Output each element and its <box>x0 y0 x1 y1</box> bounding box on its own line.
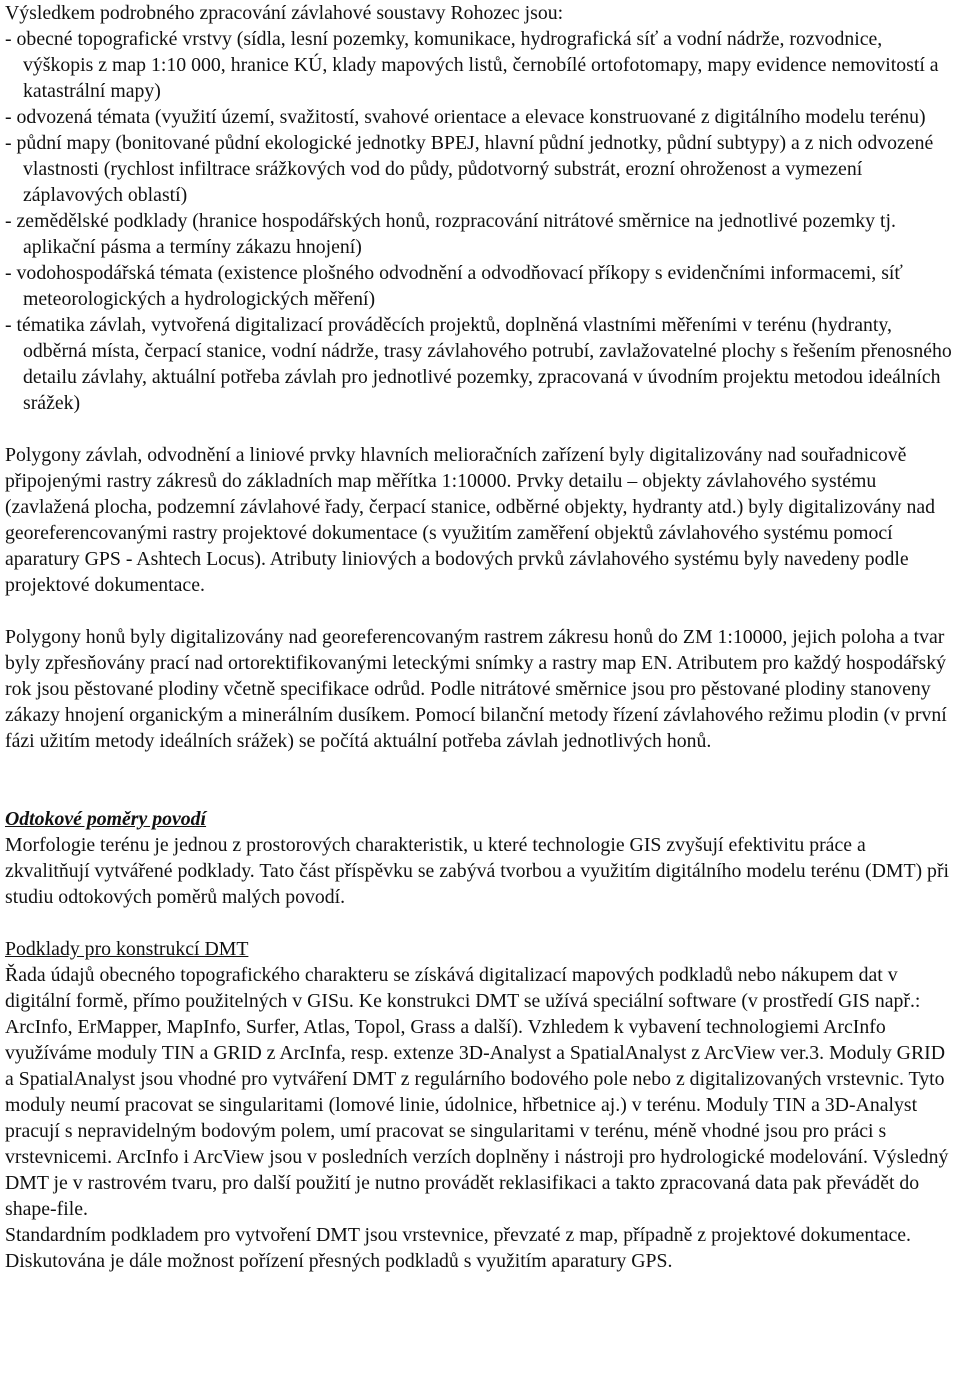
paragraph-dmt-contours: Standardním podkladem pro vytvoření DMT jsou vrstevnice, převzaté z map, případně z projektové dokumentace. Diskutována je dále možnost pořízení přesných podkladů s využitím aparatury GPS. <box>5 1224 912 1272</box>
paragraph-polygons-irrigation: Polygony závlah, odvodnění a liniové prvky hlavních melioračních zařízení byly digitalizovány nad souřadnicově připojenými rastry zákresů do základních map měřítka 1:10000. Prvky detailu – objekty závlahového systému (zavlažená plocha, podzemní závlahové řady, čerpací stanice, odběrné objekty, hydranty atd.) byly digitalizovány nad georeferencovanými rastry projektové dokumentace (s využitím zaměření objektů závlahového systému pomocí aparatury GPS - Ashtech Locus). Atributy liniových a bodových prvků závlahového systému byly navedeny podle projektové dokumentace. <box>5 444 936 596</box>
list-item: - obecné topografické vrstvy (sídla, lesní pozemky, komunikace, hydrografická síť a vodní nádrže, rozvodnice, výškopis z map 1:10 000, hranice KÚ, klady mapových listů, černobílé ortofotomapy, mapy evidence nemovitostí a katastrální mapy) <box>5 28 939 102</box>
section-heading-dmt-sources: Podklady pro konstrukcí DMT <box>5 938 249 960</box>
list-item: - zemědělské podklady (hranice hospodářských honů, rozpracování nitrátové směrnice na jednotlivé pozemky tj. aplikační pásma a termíny zákazu hnojení) <box>5 210 896 258</box>
list-item: - odvozená témata (využití území, svažitostí, svahové orientace a elevace konstruované z digitálního modelu terénu) <box>5 106 926 128</box>
spacer <box>5 416 954 442</box>
list-item: - půdní mapy (bonitované půdní ekologické jednotky BPEJ, hlavní půdní jednotky, půdní subtypy) a z nich odvozené vlastnosti (rychlost infiltrace srážkových vod do půdy, půdotvorný substrát, erozní ohroženost a vymezení záplavových oblastí) <box>5 132 934 206</box>
paragraph-polygons-fields: Polygony honů byly digitalizovány nad georeferencovaným rastrem zákresu honů do ZM 1:10000, jejich poloha a tvar byly zpřesňovány prací nad ortorektifikovanými leteckými snímky a rastry map EN. Atributem pro každý hospodářský rok jsou pěstované plodiny včetně specifikace odrůd. Podle nitrátové směrnice jsou pro pěstované plodiny stanoveny zákazy hnojení organickým a minerálním dusíkem. Pomocí bilanční metody řízení závlahového režimu plodin (v první fázi užitím metody ideálních srážek) se počítá aktuální potřeba závlah jednotlivých honů. <box>5 626 947 752</box>
paragraph-morphology: Morfologie terénu je jednou z prostorových charakteristik, u které technologie GIS zvyšují efektivitu práce a zkvalitňují vytvářené podklady. Tato část příspěvku se zabývá tvorbou a využitím digitálního modelu terénu (DMT) při studiu odtokových poměrů malých povodí. <box>5 834 950 908</box>
spacer <box>5 910 954 936</box>
paragraph-dmt-software: Řada údajů obecného topografického charakteru se získává digitalizací mapových podkladů nebo nákupem dat v digitální formě, přímo použitelných v GISu. Ke konstrukci DMT se užívá speciální software (v prostředí GIS např.: ArcInfo, ErMapper, MapInfo, Surfer, Atlas, Topol, Grass a další). Vzhledem k vybavení technologiemi ArcInfo využíváme moduly TIN a GRID z ArcInfa, resp. extenze 3D-Analyst a SpatialAnalyst z ArcView ver.3. Moduly GRID a SpatialAnalyst jsou vhodné pro vytváření DMT z regulárního bodového pole nebo z digitalizovaných vrstevnic. Tyto moduly neumí pracovat se singularitami (lomové linie, údolnice, hřbetnice aj.) v terénu. Moduly TIN a 3D-Analyst pracují s nepravidelným bodovým polem, umí pracovat se singularitami v terénu, méně vhodné jsou pro práci s vrstevnicemi. ArcInfo i ArcView jsou v posledních verzích doplněny i nástroji pro hydrologické modelování. Výsledný DMT je v rastrovém tvaru, pro další použití je nutno provádět reklasifikaci a takto zpracovaná data pak převádět do shape-file. <box>5 964 949 1220</box>
spacer <box>5 754 954 806</box>
spacer <box>5 598 954 624</box>
list-item: - vodohospodářská témata (existence plošného odvodnění a odvodňovací příkopy s evidenčními informacemi, síť meteorologických a hydrologických měření) <box>5 262 903 310</box>
section-heading-runoff: Odtokové poměry povodí <box>5 808 207 830</box>
intro-line: Výsledkem podrobného zpracování závlahové soustavy Rohozec jsou: <box>5 2 564 24</box>
list-item: - tématika závlah, vytvořená digitalizací prováděcích projektů, doplněná vlastními měřeními v terénu (hydranty, odběrná místa, čerpací stanice, vodní nádrže, trasy závlahového potrubí, zavlažovatelné plochy s řešením přenosného detailu závlahy, aktuální potřeba závlah pro jednotlivé pozemky, zpracovaná v úvodním projektu metodou ideálních srážek) <box>5 314 952 414</box>
